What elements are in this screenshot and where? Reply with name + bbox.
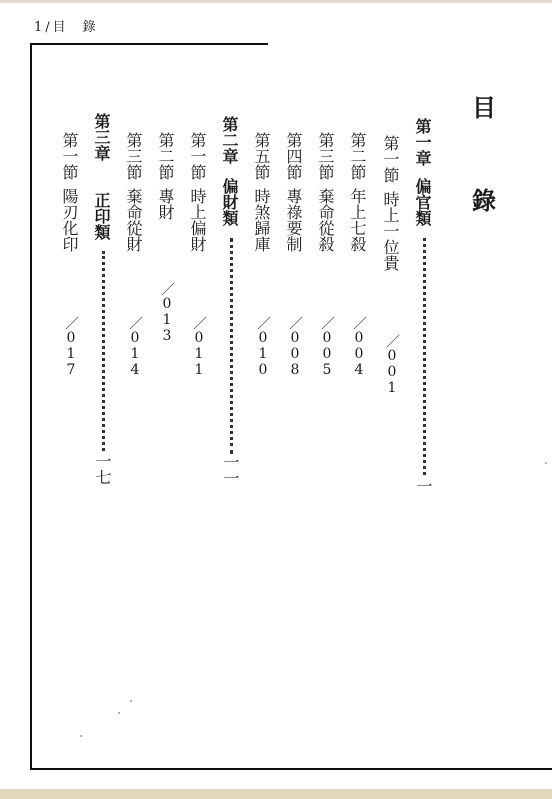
toc-entry-page: ／001 (384, 334, 400, 396)
running-header (34, 16, 98, 35)
toc-entry-title: 專財 (156, 188, 175, 220)
toc-entry-page: ／008 (287, 316, 303, 378)
toc-entry-page: 一一 (221, 454, 240, 486)
toc-leader-dots (102, 251, 108, 451)
header-page-number: 1 (34, 20, 45, 35)
toc-entry-page: ／005 (319, 316, 335, 378)
frame-left-rule (30, 43, 32, 769)
page-top-edge (0, 0, 552, 3)
toc-entry-title: 陽刃化印 (60, 188, 79, 252)
toc-entry-title: 年上七殺 (348, 188, 367, 252)
scan-speck (80, 735, 82, 737)
toc-leader-dots (230, 238, 236, 454)
toc-entry-number: 第一節 (60, 132, 79, 180)
toc-title-char-2: 錄 (472, 186, 496, 215)
toc-entry-number: 第一節 (188, 132, 207, 180)
toc-entry-page: 一 (414, 478, 433, 494)
toc-entry-title: 偏官類 (413, 178, 432, 226)
header-section: 目 錄 (52, 20, 98, 35)
toc-entry-number: 第三節 (124, 132, 143, 180)
toc-entry-number: 第二節 (348, 132, 367, 180)
toc-entry-title: 偏財類 (220, 178, 239, 226)
toc-entry-title: 時上一位貴 (381, 191, 400, 271)
toc-entry-page: ／013 (159, 282, 175, 344)
toc-entry-page: ／017 (63, 316, 79, 378)
scan-speck (118, 712, 120, 714)
toc-entry-number: 第五節 (252, 132, 271, 180)
toc-title-char-1: 目 (472, 93, 496, 122)
toc-entry-number: 第三章 (92, 113, 111, 161)
toc-entry-title: 時煞歸庫 (252, 188, 271, 252)
toc-entry-number: 第二章 (220, 116, 239, 164)
toc-entry-title: 時上偏財 (188, 188, 207, 252)
header-separator: / (45, 20, 52, 35)
toc-entry-page: ／011 (191, 316, 207, 378)
toc-entry-page: ／014 (127, 316, 143, 378)
toc-entry-title: 棄命從財 (124, 188, 143, 252)
toc-entry-number: 第一節 (381, 135, 400, 183)
toc-entry-number: 第一章 (413, 118, 432, 166)
toc-entry-page: 一七 (93, 453, 112, 485)
toc-entry-title: 棄命從殺 (316, 188, 335, 252)
toc-entry-title: 正印類 (92, 192, 111, 240)
frame-bottom-rule (30, 768, 552, 770)
toc-entry-number: 第二節 (156, 132, 175, 180)
toc-leader-dots (423, 238, 429, 475)
toc-entry-number: 第四節 (284, 132, 303, 180)
scan-speck (545, 462, 547, 464)
scan-speck (130, 700, 132, 702)
toc-entry-title: 專祿要制 (284, 188, 303, 252)
toc-entry-page: ／010 (255, 316, 271, 378)
frame-top-rule (30, 43, 268, 45)
toc-entry-page: ／004 (351, 316, 367, 378)
page-bottom-edge (0, 789, 552, 799)
toc-entry-number: 第三節 (316, 132, 335, 180)
